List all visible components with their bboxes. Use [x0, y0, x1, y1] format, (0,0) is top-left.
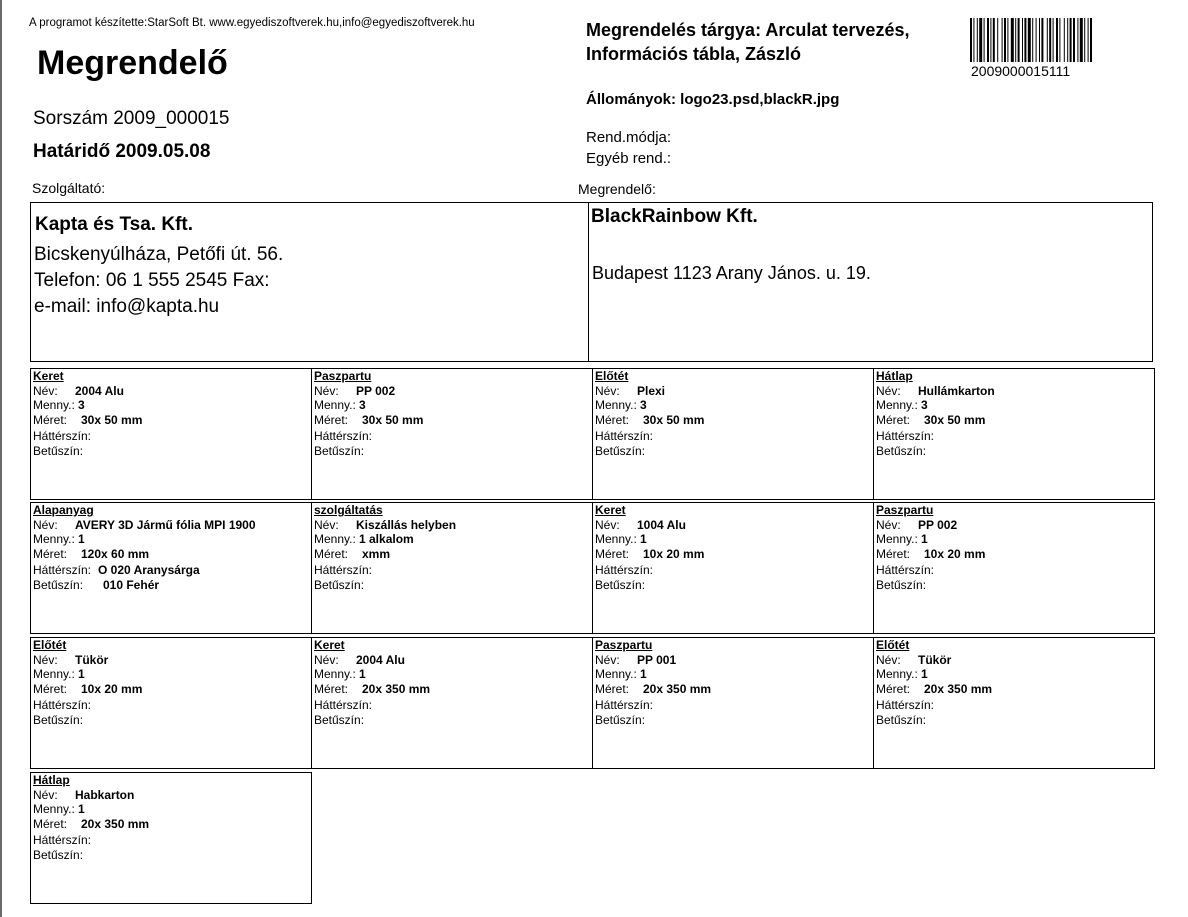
item-qty: 1 — [78, 667, 85, 681]
item-title: Előtét — [595, 369, 629, 383]
item-size: 30x 50 mm — [362, 412, 424, 427]
item-qty: 1 — [78, 532, 85, 546]
item-title: Keret — [314, 638, 345, 652]
item-size-label: Méret: — [876, 681, 911, 696]
item-cell — [311, 637, 593, 769]
item-qty-label: Menny.: — [876, 398, 918, 412]
item-bg-label: Háttérszín: — [314, 429, 373, 443]
order-subject-line-2: Információs tábla, Zászló — [586, 44, 802, 64]
item-size: 10x 20 mm — [81, 681, 143, 696]
item-name-label: Név: — [876, 652, 901, 667]
item-bg-label: Háttérszín: — [595, 698, 654, 712]
item-qty-label: Menny.: — [314, 667, 356, 681]
item-qty-label: Menny.: — [595, 667, 637, 681]
item-qty-label: Menny.: — [33, 667, 75, 681]
provider-name: Kapta és Tsa. Kft. — [35, 214, 194, 235]
item-qty: 1 — [640, 667, 647, 681]
item-bg-label: Háttérszín: — [876, 698, 935, 712]
item-name: PP 002 — [918, 517, 958, 532]
provider-address: Bicskenyúlháza, Petőfi út. 56. — [34, 244, 284, 265]
item-cell — [592, 637, 874, 769]
barcode-icon — [970, 18, 1148, 62]
other-order: Egyéb rend.: — [586, 150, 672, 167]
item-title: Előtét — [876, 638, 910, 652]
item-size-label: Méret: — [314, 412, 349, 427]
item-cell — [30, 637, 312, 769]
provider-phone: Telefon: 06 1 555 2545 Fax: — [34, 270, 270, 291]
item-cell — [311, 502, 593, 634]
item-font-color: 010 Fehér — [103, 577, 160, 592]
item-bg-label: Háttérszín: — [33, 833, 92, 847]
item-font-label: Betűszín: — [595, 712, 646, 727]
item-name-label: Név: — [314, 517, 339, 532]
item-qty: 1 — [359, 667, 366, 681]
item-name-label: Név: — [876, 517, 901, 532]
item-font-label: Betűszín: — [595, 577, 646, 592]
item-qty-label: Menny.: — [876, 667, 918, 681]
item-qty: 1 — [78, 802, 85, 816]
item-qty-label: Menny.: — [33, 398, 75, 412]
order-mode: Rend.módja: — [586, 129, 672, 146]
item-qty: 3 — [921, 398, 928, 412]
item-size-label: Méret: — [876, 546, 911, 561]
item-size: 10x 20 mm — [643, 546, 705, 561]
parties-divider — [588, 203, 589, 361]
item-bg-label: Háttérszín: — [314, 698, 373, 712]
item-bg-label: Háttérszín: — [595, 429, 654, 443]
item-qty: 3 — [78, 398, 85, 412]
page-title: Megrendelő — [37, 44, 228, 82]
item-font-label: Betűszín: — [33, 847, 84, 862]
parties-box — [30, 202, 1153, 362]
item-font-label: Betűszín: — [33, 712, 84, 727]
item-cell — [311, 368, 593, 500]
item-bg-label: Háttérszín: — [876, 429, 935, 443]
files-list: Állományok: logo23.psd,blackR.jpg — [586, 91, 840, 108]
item-bg-label: Háttérszín: — [33, 429, 92, 443]
item-font-label: Betűszín: — [876, 712, 927, 727]
item-title: Paszpartu — [595, 638, 653, 652]
item-font-label: Betűszín: — [314, 712, 365, 727]
item-size: 30x 50 mm — [643, 412, 705, 427]
item-name: 2004 Alu — [75, 383, 124, 398]
item-bg-label: Háttérszín: — [314, 563, 373, 577]
item-size: 120x 60 mm — [81, 546, 150, 561]
item-name-label: Név: — [595, 652, 620, 667]
item-qty-label: Menny.: — [33, 532, 75, 546]
item-font-label: Betűszín: — [876, 577, 927, 592]
item-bg-label: Háttérszín: — [876, 563, 935, 577]
item-name-label: Név: — [33, 383, 58, 398]
item-name: 1004 Alu — [637, 517, 686, 532]
item-bg-label: Háttérszín: — [33, 563, 92, 577]
item-name-label: Név: — [876, 383, 901, 398]
serial-number: Sorszám 2009_000015 — [33, 108, 230, 129]
item-title: Alapanyag — [33, 503, 94, 517]
item-bg-label: Háttérszín: — [595, 563, 654, 577]
item-size-label: Méret: — [33, 412, 68, 427]
item-size: 30x 50 mm — [81, 412, 143, 427]
item-qty-label: Menny.: — [595, 398, 637, 412]
provider-label: Szolgáltató: — [32, 180, 106, 196]
item-name: Plexi — [637, 383, 666, 398]
order-subject — [586, 18, 909, 66]
barcode-number: 2009000015111 — [971, 63, 1071, 79]
item-title: Hátlap — [33, 773, 70, 787]
item-size-label: Méret: — [314, 681, 349, 696]
item-qty: 3 — [359, 398, 366, 412]
item-name-label: Név: — [595, 517, 620, 532]
item-name-label: Név: — [33, 517, 58, 532]
item-size-label: Méret: — [33, 546, 68, 561]
item-font-label: Betűszín: — [314, 577, 365, 592]
item-cell — [592, 368, 874, 500]
item-name: Kiszállás helyben — [356, 517, 457, 532]
item-cell — [30, 502, 312, 634]
item-qty: 1 alkalom — [359, 532, 414, 546]
customer-name: BlackRainbow Kft. — [591, 206, 758, 227]
item-name: Tükör — [75, 652, 109, 667]
item-cell — [592, 502, 874, 634]
item-size: xmm — [362, 546, 391, 561]
item-size-label: Méret: — [876, 412, 911, 427]
item-qty-label: Menny.: — [876, 532, 918, 546]
item-qty-label: Menny.: — [595, 532, 637, 546]
item-title: Paszpartu — [314, 369, 372, 383]
item-size-label: Méret: — [33, 816, 68, 831]
item-qty-label: Menny.: — [33, 802, 75, 816]
item-cell — [30, 772, 312, 904]
item-name: PP 001 — [637, 652, 677, 667]
item-cell — [30, 368, 312, 500]
item-size-label: Méret: — [314, 546, 349, 561]
item-title: Keret — [595, 503, 626, 517]
item-name: PP 002 — [356, 383, 396, 398]
item-qty-label: Menny.: — [314, 398, 356, 412]
deadline: Határidő 2009.05.08 — [33, 141, 211, 162]
item-font-label: Betűszín: — [595, 443, 646, 458]
item-title: Keret — [33, 369, 64, 383]
item-font-label: Betűszín: — [33, 443, 84, 458]
item-name-label: Név: — [314, 652, 339, 667]
item-size-label: Méret: — [595, 681, 630, 696]
item-title: szolgáltatás — [314, 503, 383, 517]
item-size: 10x 20 mm — [924, 546, 986, 561]
item-name: Tükör — [918, 652, 952, 667]
item-size-label: Méret: — [33, 681, 68, 696]
item-font-label: Betűszín: — [876, 443, 927, 458]
customer-address: Budapest 1123 Arany János. u. 19. — [592, 263, 871, 283]
customer-label: Megrendelő: — [578, 181, 656, 197]
item-name: Hullámkarton — [918, 383, 995, 398]
item-font-label: Betűszín: — [33, 577, 84, 592]
item-qty-label: Menny.: — [314, 532, 356, 546]
item-size-label: Méret: — [595, 412, 630, 427]
item-size-label: Méret: — [595, 546, 630, 561]
item-name: 2004 Alu — [356, 652, 405, 667]
item-qty: 3 — [640, 398, 647, 412]
item-title: Hátlap — [876, 369, 913, 383]
item-size: 20x 350 mm — [81, 816, 150, 831]
page-edge — [0, 0, 2, 917]
item-size: 30x 50 mm — [924, 412, 986, 427]
program-credit: A programot készítette:StarSoft Bt. www.egyediszoftverek.hu,info@egyediszoftverek.hu — [29, 17, 475, 29]
order-subject-line-1: Megrendelés tárgya: Arculat tervezés, — [586, 20, 910, 40]
item-bg-label: Háttérszín: — [33, 698, 92, 712]
item-cell — [873, 368, 1155, 500]
item-font-label: Betűszín: — [314, 443, 365, 458]
provider-email: e-mail: info@kapta.hu — [34, 296, 220, 317]
item-title: Előtét — [33, 638, 67, 652]
item-size: 20x 350 mm — [362, 681, 431, 696]
item-name-label: Név: — [314, 383, 339, 398]
item-title: Paszpartu — [876, 503, 934, 517]
item-name-label: Név: — [595, 383, 620, 398]
item-qty: 1 — [921, 532, 928, 546]
item-size: 20x 350 mm — [924, 681, 993, 696]
item-qty: 1 — [640, 532, 647, 546]
item-bg-color: O 020 Aranysárga — [98, 563, 200, 577]
item-qty: 1 — [921, 667, 928, 681]
item-name: Habkarton — [75, 787, 135, 802]
item-name-label: Név: — [33, 652, 58, 667]
item-name: AVERY 3D Jármű fólia MPI 1900 — [75, 517, 256, 532]
item-size: 20x 350 mm — [643, 681, 712, 696]
item-cell — [873, 637, 1155, 769]
item-cell — [873, 502, 1155, 634]
item-name-label: Név: — [33, 787, 58, 802]
